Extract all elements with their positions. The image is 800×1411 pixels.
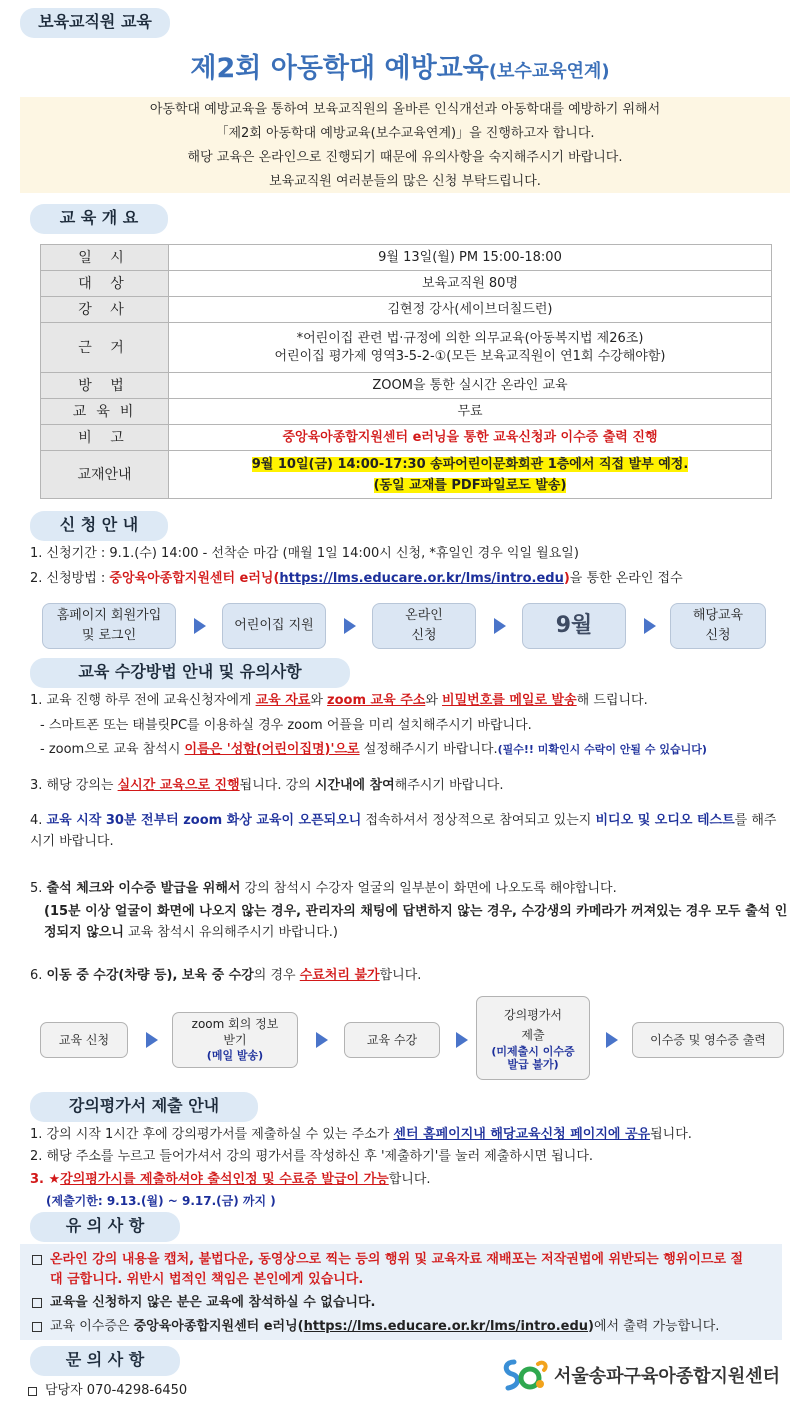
apply-step [222,603,326,649]
list-item: 교육 이수증은 중앙육아종합지원센터 e러닝(https://lms.educare.or.kr/lms/intro.edu)에서 출력 가능합니다. [32,1317,782,1337]
checkbox-icon [32,1298,42,1308]
table-row [41,323,772,373]
caution-tag: 유 의 사 항 [30,1212,180,1242]
method-step: 이수증 및 영수증 출력 [632,1022,784,1058]
row-value: 중앙육아종합지원센터 e러닝을 통한 교육신청과 이수증 출력 진행 [169,425,772,451]
evaluation-item-3: 3. ★강의평가시를 제출하셔야 출석인정 및 수료증 발급이 가능합니다. [30,1172,431,1187]
method-item-4: 4. 교육 시작 30분 전부터 zoom 화상 교육이 오픈되오니 접속하셔서 정상적으로 참여되고 있는지 비디오 및 오디오 테스트를 해주시기 바랍니다. [30,813,777,849]
checkbox-icon [32,1322,42,1332]
evaluation-tag: 강의평가서 제출 안내 [30,1092,258,1122]
intro-line: 해당 교육은 온라인으로 진행되기 때문에 유의사항을 숙지해주시기 바랍니다. [187,150,623,165]
table-row [41,373,772,399]
row-value: 무료 [169,399,772,425]
apply-method [30,569,683,589]
method-step: 교육 수강 [344,1022,440,1058]
evaluation-deadline: (제출기한: 9.13.(월) ~ 9.17.(금) 까지 ) [46,1194,276,1208]
method-item-5: 5. 출석 체크와 이수증 발급을 위해서 강의 참석시 수강자 얼굴의 일부분이 화면에 나오도록 해야합니다. [30,881,617,896]
evaluation-item-2: 2. 해당 주소를 누르고 들어가셔서 강의 평가서를 작성하신 후 '제출하기'를 눌러 제출하시면 됩니다. [30,1149,594,1164]
overview-table [40,244,772,499]
contact-tag: 문 의 사 항 [30,1346,180,1376]
arrow-right-icon [316,1032,328,1048]
method-step: 강의평가서 제출 (미제출시 이수증 발급 불가) [476,996,590,1080]
intro-line: 보육교직원 여러분들의 많은 신청 부탁드립니다. [269,174,541,189]
method-item-6: 6. 이동 중 수강(차량 등), 보육 중 수강의 경우 수료처리 불가합니다. [30,968,422,983]
apply-period: 1. 신청기간 : 9.1.(수) 14:00 - 선착순 마감 (매월 1일 14:00시 신청, *휴일인 경우 익일 월요일) [30,546,579,561]
row-value [169,451,772,499]
checkbox-icon [28,1387,37,1396]
step-line: 어린이집 지원 [234,618,314,633]
method-item-1-sub: - zoom으로 교육 참석시 이름은 '성함(어린이집명)'으로 설정해주시기 바랍니다.(필수!! 미확인시 수락이 안될 수 있습니다) [40,742,707,757]
row-label: 일 시 [41,245,169,271]
arrow-right-icon [194,618,206,634]
arrow-right-icon [146,1032,158,1048]
caution-box [20,1244,782,1340]
apply-step [670,603,766,649]
arrow-right-icon [606,1032,618,1048]
table-row [41,451,772,499]
apply-step [42,603,176,649]
caution-link[interactable]: https://lms.educare.or.kr/lms/intro.edu [303,1319,589,1334]
step-line: 9월 [555,613,593,638]
list-item: 교육을 신청하지 않은 분은 교육에 참석하실 수 없습니다. [32,1293,782,1313]
step-line: 및 로그인 [81,628,137,643]
intro-line: 「제2회 아동학대 예방교육(보수교육연계)」을 진행하고자 합니다. [215,126,595,141]
apply-method-site: 중앙육아종합지원센터 e러닝( [109,571,280,586]
row-value-line: (동일 교재를 PDF파일로도 발송) [373,477,567,493]
row-label: 교재안내 [41,451,169,499]
step-line: 홈페이지 회원가입 [56,608,162,623]
row-label: 교 육 비 [41,399,169,425]
arrow-right-icon [456,1032,468,1048]
method-step: zoom 회의 정보 받기 (메일 발송) [172,1012,298,1068]
apply-method-suffix: 을 통한 온라인 접수 [569,571,683,586]
apply-step [372,603,476,649]
step-line: 해당교육 [692,608,744,623]
apply-step [522,603,626,649]
step-line: 온라인 [405,608,443,623]
row-label: 강 사 [41,297,169,323]
header-tag: 보육교직원 교육 [20,8,170,38]
method-step: 교육 신청 [40,1022,128,1058]
row-label: 비 고 [41,425,169,451]
apply-method-link[interactable]: https://lms.educare.or.kr/lms/intro.edu [279,571,564,586]
row-value: 보육교직원 80명 [169,271,772,297]
method-item-3: 3. 해당 강의는 실시간 교육으로 진행됩니다. 강의 시간내에 참여해주시기 바랍니다. [30,778,504,793]
method-item-5-note: (15분 이상 얼굴이 화면에 나오지 않는 경우, 관리자의 채팅에 답변하지 않는 경우, 수강생의 카메라가 꺼져있는 경우 모두 출석 인정되지 않으니 교육 참석시 유의해주시기 바랍니다.) [44,904,788,940]
step-line: 신청 [705,628,731,643]
row-value: 9월 13일(월) PM 15:00-18:00 [169,245,772,271]
row-value-line: 어린이집 평가제 영역3-5-2-①(모든 보육교직원이 연1회 수강해야함) [274,348,666,364]
table-row [41,271,772,297]
page-title-sub: (보수교육연계) [488,61,610,82]
table-row [41,399,772,425]
contact-line: 담당자 070-4298-6450 [28,1381,187,1401]
row-label: 대 상 [41,271,169,297]
list-item: 온라인 강의 내용을 캡처, 불법다운, 동영상으로 찍는 등의 행위 및 교육자료 재배포는 저작권법에 위반되는 행위이므로 절대 금합니다. 위반시 법적인 책임은 본인에게 있습니다. [32,1250,782,1290]
arrow-right-icon [344,618,356,634]
apply-method-prefix: 2. 신청방법 : [30,571,110,586]
center-logo-icon [500,1358,548,1392]
table-row [41,297,772,323]
table-row [41,425,772,451]
step-line: 신청 [411,628,437,643]
intro-box [20,97,790,193]
apply-tag: 신 청 안 내 [30,511,168,541]
apply-method-site-end: ) [563,571,570,586]
arrow-right-icon [644,618,656,634]
arrow-right-icon [494,618,506,634]
row-label: 방 법 [41,373,169,399]
row-value-line: 9월 10일(금) 14:00-17:30 송파어린이문화회관 1층에서 직접 발부 예정. [251,456,689,472]
table-row [41,245,772,271]
overview-tag: 교 육 개 요 [30,204,168,234]
method-item-1: 1. 교육 진행 하루 전에 교육신청자에게 교육 자료와 zoom 교육 주소와 비밀번호를 메일로 발송해 드립니다. [30,693,648,708]
method-tag: 교육 수강방법 안내 및 유의사항 [30,658,350,688]
row-value [169,323,772,373]
row-value: ZOOM을 통한 실시간 온라인 교육 [169,373,772,399]
evaluation-item-1: 1. 강의 시작 1시간 후에 강의평가서를 제출하실 수 있는 주소가 센터 홈페이지내 해당교육신청 페이지에 공유됩니다. [30,1127,692,1142]
center-logo [500,1358,780,1392]
row-label: 근 거 [41,323,169,373]
row-value: 김현정 강사(세이브더칠드런) [169,297,772,323]
checkbox-icon [32,1255,42,1265]
center-name: 서울송파구육아종합지원센터 [554,1366,781,1387]
page-title [0,46,800,85]
page-title-main: 제2회 아동학대 예방교육 [190,53,489,84]
row-value-line: *어린이집 관련 법·규정에 의한 의무교육(아동복지법 제26조) [296,330,644,346]
method-item-1-sub: - 스마트폰 또는 태블릿PC를 이용하실 경우 zoom 어플을 미리 설치해주시기 바랍니다. [40,718,532,733]
intro-line: 아동학대 예방교육을 통하여 보육교직원의 올바른 인식개선과 아동학대를 예방하기 위해서 [149,102,661,117]
